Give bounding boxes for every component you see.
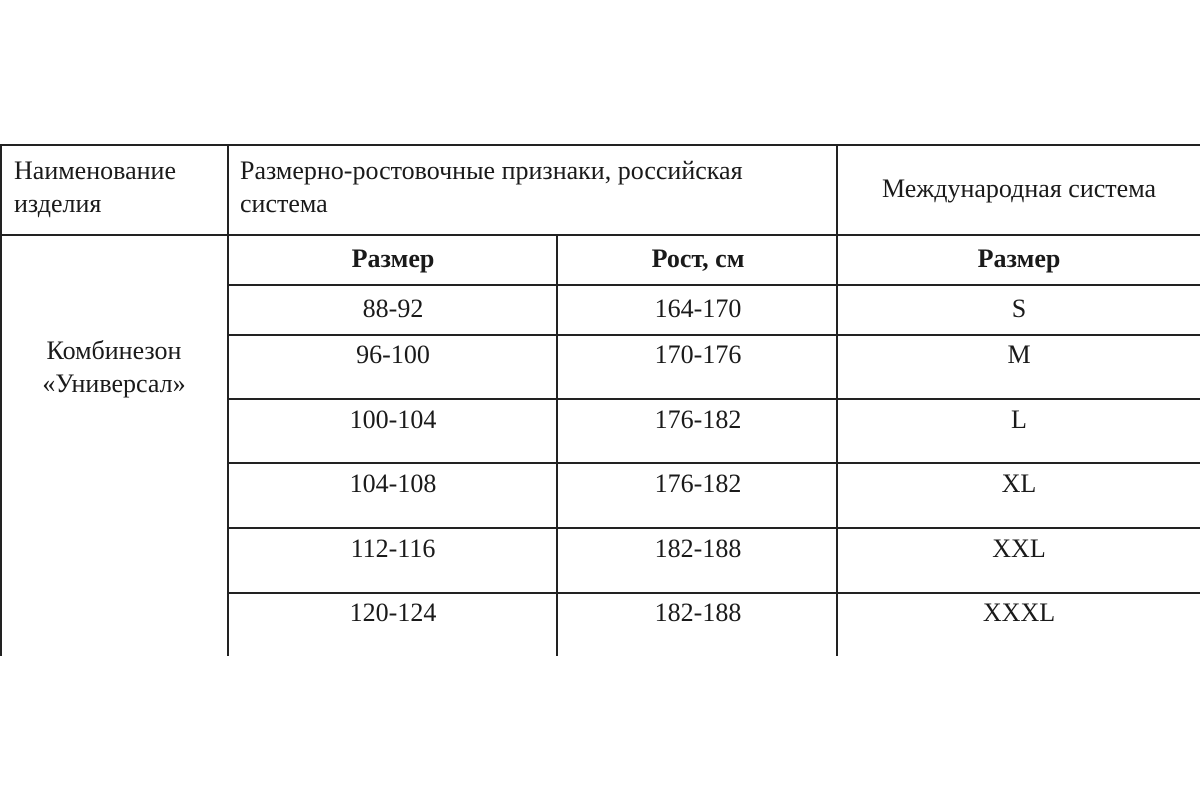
row-5-size: 112-116 <box>350 534 436 563</box>
product-column-border <box>227 144 229 656</box>
header-international-system: Международная система <box>881 174 1157 203</box>
subheader-height: Рост, см <box>651 244 745 273</box>
row-4-bottom-border <box>228 527 1200 529</box>
row-1-size: 88-92 <box>362 294 424 323</box>
row-2-intl: M <box>1007 340 1031 369</box>
header-product-name: Наименование изделия <box>14 156 176 218</box>
row-1-intl: S <box>1011 294 1027 323</box>
table-left-border <box>0 144 2 656</box>
row-3-bottom-border <box>228 462 1200 464</box>
row-3-intl: L <box>1011 405 1027 434</box>
row-2-height: 170-176 <box>654 340 742 369</box>
row-5-intl: XXL <box>992 534 1046 563</box>
table-top-border <box>0 144 1200 146</box>
row-5-bottom-border <box>228 592 1200 594</box>
subheader-bottom-border <box>228 284 1200 286</box>
row-1-bottom-border <box>228 334 1200 336</box>
row-2-size: 96-100 <box>356 340 430 369</box>
subheader-size: Размер <box>351 244 435 273</box>
row-2-bottom-border <box>228 398 1200 400</box>
header-bottom-border <box>0 234 1200 236</box>
row-1-height: 164-170 <box>654 294 742 323</box>
subheader-intl-size: Размер <box>977 244 1061 273</box>
row-3-size: 100-104 <box>349 405 437 434</box>
height-column-border <box>836 144 838 656</box>
row-3-height: 176-182 <box>654 405 742 434</box>
row-6-height: 182-188 <box>654 598 742 627</box>
row-4-size: 104-108 <box>349 469 437 498</box>
row-6-size: 120-124 <box>349 598 437 627</box>
row-4-intl: XL <box>1001 469 1037 498</box>
row-5-height: 182-188 <box>654 534 742 563</box>
row-6-intl: XXXL <box>982 598 1056 627</box>
product-name: Комбинезон «Универсал» <box>42 336 186 398</box>
header-russian-system: Размерно-ростовочные признаки, российская система <box>240 156 743 218</box>
row-4-height: 176-182 <box>654 469 742 498</box>
